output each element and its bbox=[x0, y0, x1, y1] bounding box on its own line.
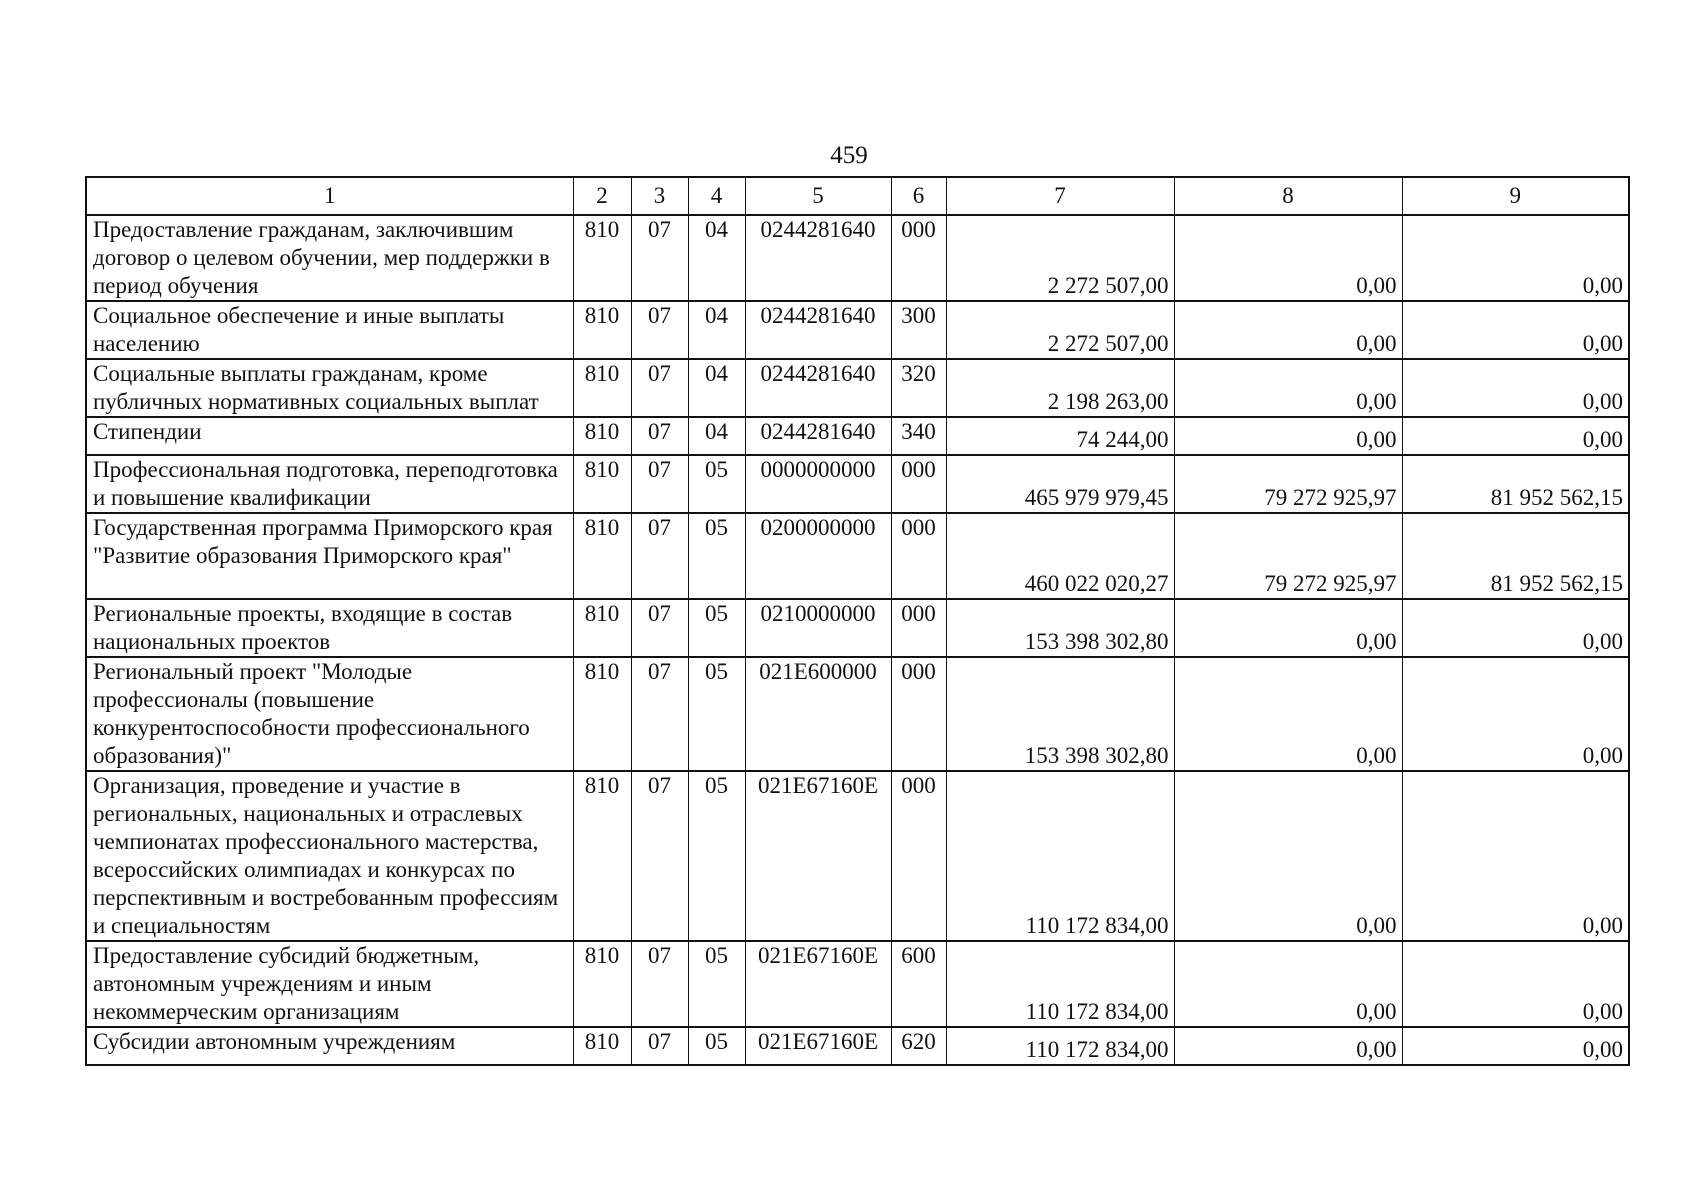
subsection-code: 04 bbox=[688, 215, 745, 301]
target-article-code: 0200000000 bbox=[745, 513, 891, 599]
amount-col9: 0,00 bbox=[1402, 215, 1629, 301]
section-code: 07 bbox=[631, 599, 688, 657]
page-number: 459 bbox=[830, 142, 868, 169]
row-description: Стипендии bbox=[86, 417, 573, 455]
column-header: 5 bbox=[745, 177, 891, 215]
amount-col8: 0,00 bbox=[1174, 1027, 1402, 1065]
row-description: Организация, проведение и участие в региональных, национальных и отраслевых чемпионатах профессионального мастерства, всероссийских олимпиадах и конкурсах по перспективным и востребованным профессиям и специальностям bbox=[86, 771, 573, 941]
column-header: 6 bbox=[891, 177, 946, 215]
column-header: 2 bbox=[573, 177, 631, 215]
expense-type-code: 300 bbox=[891, 301, 946, 359]
section-code: 07 bbox=[631, 1027, 688, 1065]
target-article-code: 021E67160E bbox=[745, 941, 891, 1027]
amount-col8: 0,00 bbox=[1174, 417, 1402, 455]
expense-type-code: 000 bbox=[891, 215, 946, 301]
subsection-code: 05 bbox=[688, 771, 745, 941]
table-header bbox=[86, 177, 1629, 215]
ministry-code: 810 bbox=[573, 215, 631, 301]
column-header: 7 bbox=[946, 177, 1174, 215]
expense-type-code: 600 bbox=[891, 941, 946, 1027]
row-description: Государственная программа Приморского края "Развитие образования Приморского края" bbox=[86, 513, 573, 599]
amount-col8: 0,00 bbox=[1174, 941, 1402, 1027]
section-code: 07 bbox=[631, 359, 688, 417]
subsection-code: 05 bbox=[688, 599, 745, 657]
subsection-code: 04 bbox=[688, 301, 745, 359]
expense-type-code: 000 bbox=[891, 599, 946, 657]
section-code: 07 bbox=[631, 657, 688, 771]
ministry-code: 810 bbox=[573, 359, 631, 417]
amount-col7: 110 172 834,00 bbox=[946, 1027, 1174, 1065]
row-description: Региональные проекты, входящие в состав национальных проектов bbox=[86, 599, 573, 657]
table-row bbox=[86, 941, 1629, 1027]
target-article-code: 0244281640 bbox=[745, 359, 891, 417]
amount-col9: 0,00 bbox=[1402, 417, 1629, 455]
ministry-code: 810 bbox=[573, 417, 631, 455]
target-article-code: 0244281640 bbox=[745, 301, 891, 359]
amount-col9: 81 952 562,15 bbox=[1402, 513, 1629, 599]
ministry-code: 810 bbox=[573, 455, 631, 513]
target-article-code: 021E67160E bbox=[745, 771, 891, 941]
amount-col7: 460 022 020,27 bbox=[946, 513, 1174, 599]
target-article-code: 0244281640 bbox=[745, 417, 891, 455]
row-description: Региональный проект "Молодые профессионалы (повышение конкурентоспособности профессионального образования)" bbox=[86, 657, 573, 771]
ministry-code: 810 bbox=[573, 301, 631, 359]
amount-col9: 0,00 bbox=[1402, 599, 1629, 657]
target-article-code: 0210000000 bbox=[745, 599, 891, 657]
amount-col7: 2 272 507,00 bbox=[946, 301, 1174, 359]
table-row bbox=[86, 657, 1629, 771]
section-code: 07 bbox=[631, 771, 688, 941]
amount-col9: 0,00 bbox=[1402, 1027, 1629, 1065]
amount-col7: 153 398 302,80 bbox=[946, 657, 1174, 771]
header-row bbox=[86, 177, 1629, 215]
ministry-code: 810 bbox=[573, 771, 631, 941]
subsection-code: 05 bbox=[688, 941, 745, 1027]
expense-type-code: 000 bbox=[891, 513, 946, 599]
table-row bbox=[86, 771, 1629, 941]
subsection-code: 05 bbox=[688, 455, 745, 513]
table-row bbox=[86, 215, 1629, 301]
ministry-code: 810 bbox=[573, 657, 631, 771]
row-description: Социальные выплаты гражданам, кроме публичных нормативных социальных выплат bbox=[86, 359, 573, 417]
target-article-code: 021E67160E bbox=[745, 1027, 891, 1065]
amount-col8: 79 272 925,97 bbox=[1174, 513, 1402, 599]
amount-col9: 0,00 bbox=[1402, 771, 1629, 941]
row-description: Предоставление гражданам, заключившим договор о целевом обучении, мер поддержки в период обучения bbox=[86, 215, 573, 301]
table-body bbox=[86, 215, 1629, 1065]
amount-col9: 0,00 bbox=[1402, 657, 1629, 771]
table-row bbox=[86, 417, 1629, 455]
column-header: 8 bbox=[1174, 177, 1402, 215]
amount-col9: 81 952 562,15 bbox=[1402, 455, 1629, 513]
amount-col8: 0,00 bbox=[1174, 301, 1402, 359]
column-header: 4 bbox=[688, 177, 745, 215]
amount-col7: 465 979 979,45 bbox=[946, 455, 1174, 513]
subsection-code: 05 bbox=[688, 657, 745, 771]
section-code: 07 bbox=[631, 455, 688, 513]
amount-col7: 2 272 507,00 bbox=[946, 215, 1174, 301]
amount-col8: 0,00 bbox=[1174, 599, 1402, 657]
ministry-code: 810 bbox=[573, 513, 631, 599]
amount-col8: 79 272 925,97 bbox=[1174, 455, 1402, 513]
subsection-code: 05 bbox=[688, 513, 745, 599]
amount-col7: 2 198 263,00 bbox=[946, 359, 1174, 417]
expense-type-code: 000 bbox=[891, 657, 946, 771]
amount-col7: 110 172 834,00 bbox=[946, 771, 1174, 941]
subsection-code: 05 bbox=[688, 1027, 745, 1065]
row-description: Предоставление субсидий бюджетным, автономным учреждениям и иным некоммерческим организациям bbox=[86, 941, 573, 1027]
table-row bbox=[86, 1027, 1629, 1065]
target-article-code: 0000000000 bbox=[745, 455, 891, 513]
amount-col9: 0,00 bbox=[1402, 359, 1629, 417]
amount-col8: 0,00 bbox=[1174, 657, 1402, 771]
subsection-code: 04 bbox=[688, 417, 745, 455]
row-description: Субсидии автономным учреждениям bbox=[86, 1027, 573, 1065]
section-code: 07 bbox=[631, 941, 688, 1027]
expense-type-code: 620 bbox=[891, 1027, 946, 1065]
row-description: Профессиональная подготовка, переподготовка и повышение квалификации bbox=[86, 455, 573, 513]
expense-type-code: 000 bbox=[891, 771, 946, 941]
target-article-code: 021E600000 bbox=[745, 657, 891, 771]
amount-col8: 0,00 bbox=[1174, 359, 1402, 417]
amount-col7: 153 398 302,80 bbox=[946, 599, 1174, 657]
section-code: 07 bbox=[631, 301, 688, 359]
table-row bbox=[86, 599, 1629, 657]
expense-type-code: 340 bbox=[891, 417, 946, 455]
ministry-code: 810 bbox=[573, 599, 631, 657]
amount-col7: 110 172 834,00 bbox=[946, 941, 1174, 1027]
section-code: 07 bbox=[631, 215, 688, 301]
ministry-code: 810 bbox=[573, 1027, 631, 1065]
amount-col9: 0,00 bbox=[1402, 301, 1629, 359]
row-description: Социальное обеспечение и иные выплаты населению bbox=[86, 301, 573, 359]
budget-table bbox=[85, 176, 1630, 1066]
subsection-code: 04 bbox=[688, 359, 745, 417]
target-article-code: 0244281640 bbox=[745, 215, 891, 301]
expense-type-code: 320 bbox=[891, 359, 946, 417]
section-code: 07 bbox=[631, 513, 688, 599]
column-header: 1 bbox=[86, 177, 573, 215]
section-code: 07 bbox=[631, 417, 688, 455]
amount-col8: 0,00 bbox=[1174, 215, 1402, 301]
table-row bbox=[86, 455, 1629, 513]
table-row bbox=[86, 513, 1629, 599]
amount-col7: 74 244,00 bbox=[946, 417, 1174, 455]
ministry-code: 810 bbox=[573, 941, 631, 1027]
amount-col9: 0,00 bbox=[1402, 941, 1629, 1027]
table-row bbox=[86, 359, 1629, 417]
table-row bbox=[86, 301, 1629, 359]
amount-col8: 0,00 bbox=[1174, 771, 1402, 941]
column-header: 9 bbox=[1402, 177, 1629, 215]
column-header: 3 bbox=[631, 177, 688, 215]
expense-type-code: 000 bbox=[891, 455, 946, 513]
